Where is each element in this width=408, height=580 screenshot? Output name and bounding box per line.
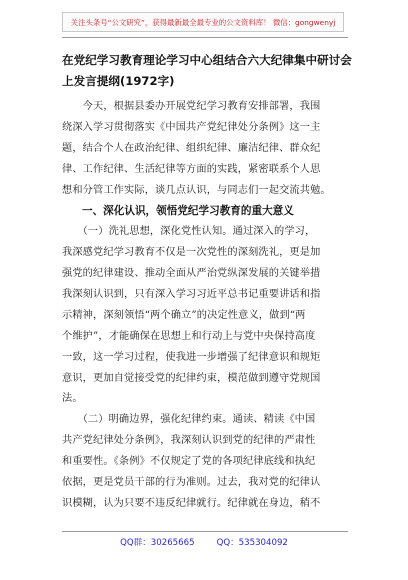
text-line: 强党的纪律建设、推动全面从严治党纵深发展的关键举措 xyxy=(62,268,321,280)
text-line: 个维护”，才能确保在思想上和行动上与党中央保持高度 xyxy=(62,330,316,342)
text-line: 和重要性。《条例》不仅规定了党的各项纪律底线和执纪 xyxy=(62,456,316,468)
footer xyxy=(0,536,408,548)
text-line: 一致，这一学习过程，使我进一步增强了纪律意识和规矩 xyxy=(62,351,321,363)
document-title xyxy=(62,50,352,92)
text-line: 依据，更是党员干部的行为准则。过去，我对党的纪律认 xyxy=(62,477,321,489)
text-line: （一）洗礼思想，深化党性认知。通过深入的学习， xyxy=(62,226,316,238)
text-line: 想和分管工作实际，谈几点认识，与同志们一起交流共勉。 xyxy=(62,184,331,196)
text-line: 意识，更加自觉接受党的纪律约束，模范做到遵守党规国 xyxy=(62,372,321,384)
intro-paragraph xyxy=(62,97,352,201)
text-line: 今天，根据县委办开展党纪学习教育安排部署，我围 xyxy=(62,101,321,112)
text-line: 我深刻认识到，只有深入学习习近平总书记重要讲话和指 xyxy=(62,289,321,301)
section-heading xyxy=(62,201,352,222)
header-banner xyxy=(62,12,344,32)
title-line: 在党纪学习教育理论学习中心组结合六大纪律集中研讨会 xyxy=(62,53,352,67)
title-line: 上发言提纲(1972字) xyxy=(62,73,175,88)
header-divider xyxy=(62,37,348,38)
footer-divider xyxy=(62,531,348,532)
text-line: 共产党纪律处分条例》，我深刻认识到党的纪律的严肃性 xyxy=(62,435,316,447)
document-body xyxy=(62,97,352,515)
text-line: （二）明确边界，强化纪律约束。通读、精读《中国 xyxy=(62,414,316,426)
header-banner-text: 关注头条号“公文研究”，获得最新最全最专业的公文资料库！ 微信：gongwenyj xyxy=(70,17,336,27)
footer-qq-group: QQ群：30265665 xyxy=(120,538,195,548)
subsection-paragraph-2 xyxy=(62,410,352,514)
text-line: 我深感党纪学习教育不仅是一次党性的深刻洗礼，更是加 xyxy=(62,247,321,259)
heading-line: 一、深化认识，领悟党纪学习教育的重大意义 xyxy=(82,205,294,218)
text-line: 示精神，深刻领悟“两个确立”的决定性意义，做到“两 xyxy=(62,309,306,321)
text-line: 题，结合个人在政治纪律、组织纪律、廉洁纪律、群众纪 xyxy=(62,142,321,154)
text-line: 律、工作纪律、生活纪律等方面的实践，紧密联系个人思 xyxy=(62,163,321,175)
footer-qq-number: QQ：535304092 xyxy=(216,538,288,548)
text-line: 绕深入学习贯彻落实《中国共产党纪律处分条例》这一主 xyxy=(62,121,321,133)
subsection-paragraph-1 xyxy=(62,222,352,410)
text-line: 识模糊，认为只要不违反纪律就行。纪律就在身边，稍不 xyxy=(62,497,321,509)
text-line: 法。 xyxy=(62,393,83,405)
